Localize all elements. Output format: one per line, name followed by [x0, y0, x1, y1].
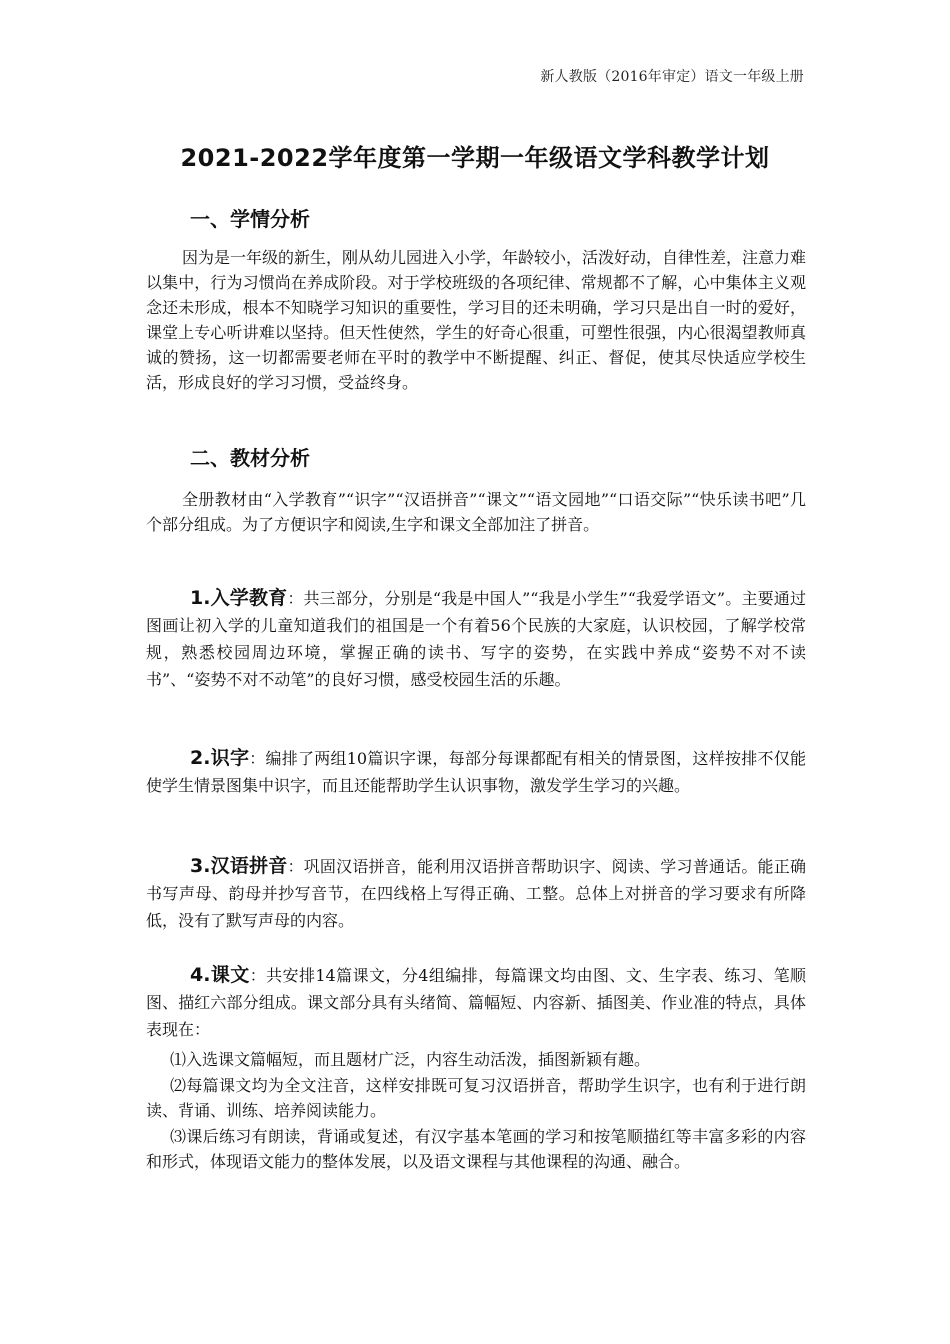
header-note: 新人教版（2016年审定）语文一年级上册	[540, 69, 804, 85]
item-texts	[146, 962, 806, 1043]
item-entry-education	[146, 585, 806, 693]
sub-point-2: ⑵每篇课文均为全文注音，这样安排既可复习汉语拼音，帮助学生识字，也有利于进行朗读、背诵、训练、培养阅读能力。	[146, 1076, 806, 1120]
item-text: ：共三部分，分别是“我是中国人”“我是小学生”“我爱学语文”。主要通过图画让初入学的儿童知道我们的祖国是一个有着56个民族的大家庭，认识校园，了解学校常规，熟悉校园周边环境，掌握正确的读书、写字的姿势，在实践中养成“姿势不对不读书”、“姿势不对不动笔”的良好习惯，感受校园生活的乐趣。	[146, 589, 806, 689]
sub-point-3: ⑶课后练习有朗读，背诵或复述，有汉字基本笔画的学习和按笔顺描红等丰富多彩的内容和形式，体现语文能力的整体发展，以及语文课程与其他课程的沟通、融合。	[146, 1127, 806, 1171]
item-lead: 2.识字	[190, 747, 250, 769]
student-analysis-paragraph: 因为是一年级的新生，刚从幼儿园进入小学，年龄较小，活泼好动，自律性差，注意力难以集中，行为习惯尚在养成阶段。对于学校班级的各项纪律、常规都不了解，心中集体主义观念还未形成，根本不知晓学习知识的重要性，学习目的还未明确，学习只是出自一时的爱好，课堂上专心听讲难以坚持。但天性使然，学生的好奇心很重，可塑性很强，内心很渴望教师真诚的赞扬，这一切都需要老师在平时的教学中不断提醒、纠正、督促，使其尽快适应学校生活，形成良好的学习习惯，受益终身。	[146, 248, 807, 392]
page-title: 2021-2022学年度第一学期一年级语文学科教学计划	[180, 144, 770, 172]
item-text: ：巩固汉语拼音，能利用汉语拼音帮助识字、阅读、学习普通话。能正确书写声母、韵母并抄写音节，在四线格上写得正确、工整。总体上对拼音的学习要求有所降低，没有了默写声母的内容。	[146, 857, 806, 930]
section-heading-student-analysis: 一、学情分析	[190, 207, 310, 231]
sub-point-1: ⑴入选课文篇幅短，而且题材广泛，内容生动活泼，插图新颖有趣。	[170, 1050, 651, 1069]
item-literacy	[146, 745, 806, 799]
item-text: ：共安排14篇课文，分4组编排，每篇课文均由图、文、生字表、练习、笔顺图、描红六部分组成。课文部分具有头绪简、篇幅短、内容新、插图美、作业准的特点，具体表现在：	[146, 966, 806, 1039]
textbook-intro-paragraph: 全册教材由“入学教育”“识字”“汉语拼音”“课文”“语文园地”“口语交际”“快乐读书吧”几个部分组成。为了方便识字和阅读,生字和课文全部加注了拼音。	[146, 490, 806, 534]
item-lead: 3.汉语拼音	[190, 855, 288, 877]
item-lead: 4.课文	[190, 964, 250, 986]
item-lead: 1.入学教育	[190, 587, 288, 609]
item-text: ：编排了两组10篇识字课，每部分每课都配有相关的情景图，这样按排不仅能使学生情景图集中识字，而且还能帮助学生认识事物，激发学生学习的兴趣。	[146, 749, 806, 795]
item-pinyin	[146, 853, 806, 934]
section-heading-textbook-analysis: 二、教材分析	[190, 446, 310, 470]
